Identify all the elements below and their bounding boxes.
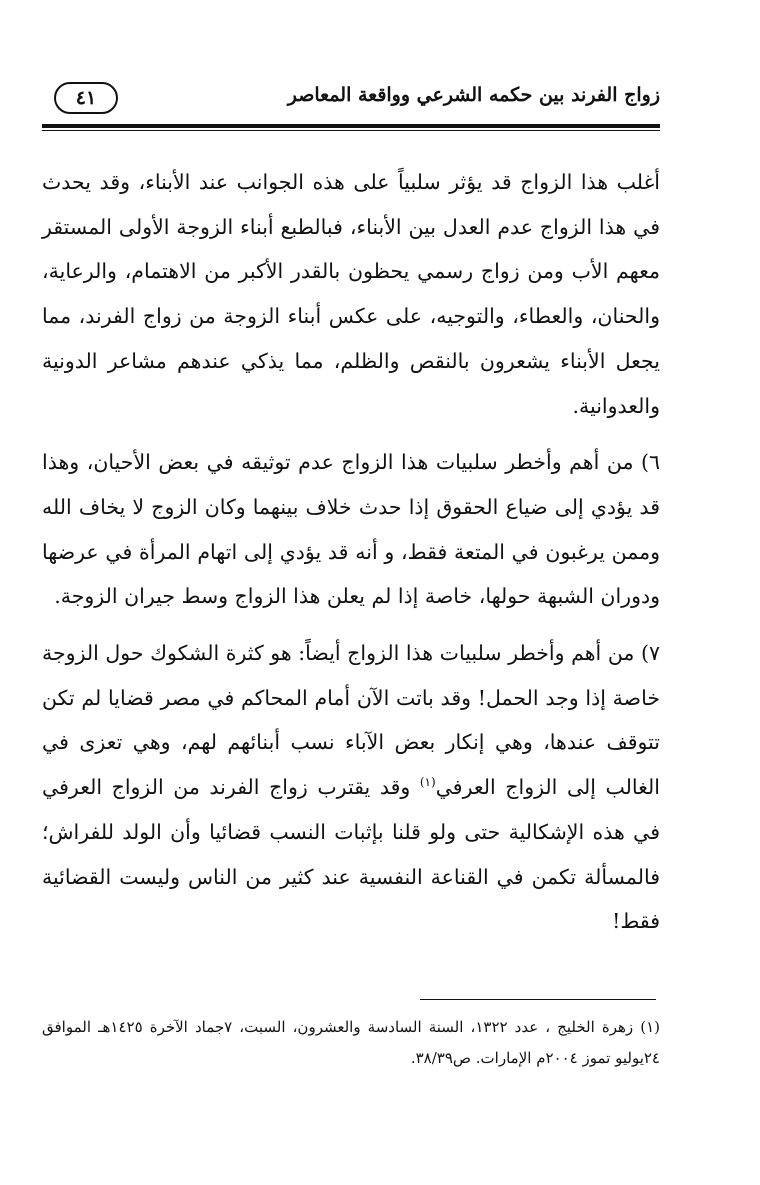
footnote-separator	[420, 999, 656, 1000]
footnotes	[42, 1012, 660, 1074]
paragraph-1	[42, 160, 660, 428]
paragraph-3-text-end: وقد يقترب زواج الفرند من الزواج العرفي في هذه الإشكالية حتى ولو قلنا بإثبات النسب قضائيا وأن الولد للفراش؛ فالمسألة تكمن في القناعة النفسية عند كثير من الناس وليست القضائية فقط!	[42, 775, 660, 934]
footnote-reference-1[interactable]: (١)	[419, 775, 436, 790]
paragraph-1-text: أغلب هذا الزواج قد يؤثر سلبياً على هذه الجوانب عند الأبناء، وقد يحدث في هذا الزواج عدم العدل بين الأبناء، فبالطبع أبناء الزوجة الأولى المستقر معهم الأب ومن زواج رسمي يحظون بالقدر الأكبر من الاهتمام، والرعاية، والحنان، والعطاء، والتوجيه، على عكس أبناء الزوجة من زواج الفرند، مما يجعل الأبناء يشعرون بالنقص والظلم، مما يذكي عندهم مشاعر الدونية والعدوانية.	[42, 170, 660, 418]
running-header-title: زواج الفرند بين حكمه الشرعي وواقعة المعاصر	[287, 84, 660, 106]
header-rule-thick	[42, 124, 660, 128]
paragraph-3-text-start: ٧) من أهم وأخطر سلبيات هذا الزواج أيضاً: هو كثرة الشكوك حول الزوجة خاصة إذا وجد الحمل! وقد باتت الآن أمام المحاكم في مصر قضايا لم تكن تتوقف عندها، وهي إنكار بعض الآباء نسب أبنائهم لهم، وهي تعزى في الغالب إلى الزواج العرفي	[42, 641, 660, 800]
running-header	[40, 82, 660, 126]
paragraph-2	[42, 440, 660, 619]
header-rule-thin	[42, 130, 660, 131]
paragraph-3	[42, 631, 660, 944]
footnote-1: (١) زهرة الخليج ، عدد ١٣٢٢، السنة السادسة والعشرون، السبت، ٧جماد الآخرة ١٤٢٥هـ الموافق ٢٤يوليو تموز ٢٠٠٤م الإمارات. ص٣٨/٣٩.	[42, 1018, 660, 1067]
main-text	[42, 160, 660, 956]
paragraph-2-text: ٦) من أهم وأخطر سلبيات هذا الزواج عدم توثيقه في بعض الأحيان، وهذا قد يؤدي إلى ضياع الحقوق إذا حدث خلاف بينهما وكان الزوج لا يخاف الله وممن يرغبون في المتعة فقط، و أنه قد يؤدي إلى اتهام المرأة في عرضها ودوران الشبهة حولها، خاصة إذا لم يعلن هذا الزواج وسط جيران الزوجة.	[42, 450, 660, 609]
page-number: ٤١	[54, 82, 118, 114]
